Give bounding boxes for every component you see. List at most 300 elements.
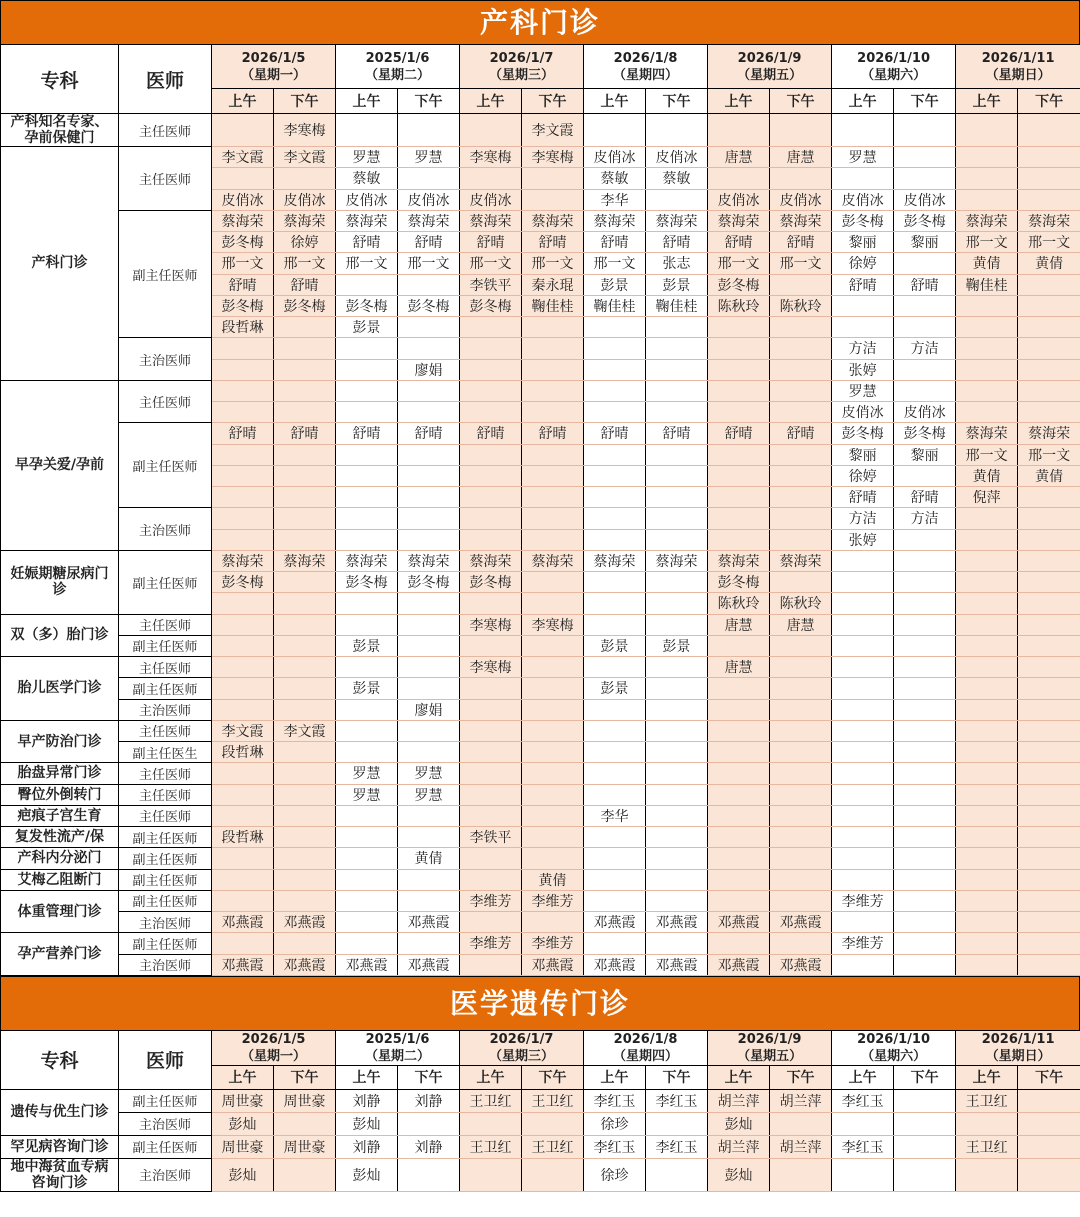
schedule-cell (956, 1158, 1018, 1191)
specialty-name: 产科门诊 (1, 147, 119, 381)
schedule-cell: 蔡海荣 (1018, 423, 1080, 444)
schedule-cell (894, 614, 956, 635)
schedule-cell (522, 380, 584, 401)
schedule-cell (460, 954, 522, 975)
schedule-cell: 彭冬梅 (832, 423, 894, 444)
schedule-cell (336, 614, 398, 635)
schedule-cell (646, 529, 708, 550)
day-date: 2026/1/11 (981, 1031, 1055, 1047)
schedule-cell (584, 827, 646, 848)
schedule-cell (646, 933, 708, 954)
schedule-cell (832, 317, 894, 338)
schedule-cell (956, 550, 1018, 571)
schedule-cell (522, 657, 584, 678)
schedule-cell (646, 338, 708, 359)
schedule-cell: 邢一文 (708, 253, 770, 274)
schedule-cell: 蔡海荣 (584, 550, 646, 571)
schedule-cell (274, 869, 336, 890)
schedule-cell: 张婷 (832, 529, 894, 550)
schedule-cell (894, 848, 956, 869)
pm-header: 下午 (522, 89, 584, 114)
schedule-cell (584, 465, 646, 486)
schedule-cell (274, 529, 336, 550)
schedule-cell (894, 635, 956, 656)
schedule-cell: 蔡敏 (584, 168, 646, 189)
schedule-cell (522, 784, 584, 805)
day-weekday: （星期二） (365, 1048, 431, 1064)
schedule-cell: 罗慧 (336, 763, 398, 784)
schedule-cell: 李寒梅 (460, 614, 522, 635)
schedule-cell (1018, 678, 1080, 699)
schedule-cell (1018, 763, 1080, 784)
schedule-cell: 王卫红 (522, 1089, 584, 1112)
schedule-cell: 皮俏冰 (894, 189, 956, 210)
schedule-cell (522, 720, 584, 741)
schedule-cell (956, 529, 1018, 550)
schedule-cell (708, 890, 770, 911)
schedule-cell (522, 359, 584, 380)
schedule-cell (956, 890, 1018, 911)
schedule-cell: 段哲琳 (212, 827, 274, 848)
schedule-cell (1018, 274, 1080, 295)
am-header: 上午 (584, 89, 646, 114)
schedule-cell (956, 1112, 1018, 1135)
schedule-cell (584, 572, 646, 593)
schedule-cell: 黎丽 (894, 444, 956, 465)
doctor-title: 主任医师 (119, 763, 212, 784)
schedule-cell (956, 742, 1018, 763)
schedule-cell (1018, 720, 1080, 741)
schedule-cell (274, 763, 336, 784)
schedule-cell (522, 827, 584, 848)
schedule-cell (398, 1158, 460, 1191)
schedule-cell (894, 742, 956, 763)
schedule-cell (956, 720, 1018, 741)
schedule-cell (336, 912, 398, 933)
schedule-cell: 鞠佳桂 (646, 295, 708, 316)
schedule-cell (894, 380, 956, 401)
schedule-cell (646, 380, 708, 401)
schedule-cell: 彭冬梅 (832, 210, 894, 231)
schedule-cell (956, 933, 1018, 954)
doctor-title: 主任医师 (119, 720, 212, 741)
schedule-cell (398, 869, 460, 890)
schedule-cell (584, 933, 646, 954)
schedule-cell (708, 380, 770, 401)
schedule-cell: 李维芳 (460, 933, 522, 954)
schedule-cell: 罗慧 (398, 784, 460, 805)
schedule-cell (274, 168, 336, 189)
doctor-title: 主治医师 (119, 1158, 212, 1191)
schedule-cell (770, 465, 832, 486)
schedule-cell: 邢一文 (398, 253, 460, 274)
schedule-cell: 刘静 (336, 1135, 398, 1158)
schedule-cell (522, 1158, 584, 1191)
day-weekday: （星期一） (241, 1048, 307, 1064)
schedule-cell: 彭灿 (336, 1158, 398, 1191)
schedule-cell (274, 380, 336, 401)
doctor-title: 主任医师 (119, 147, 212, 211)
schedule-cell (894, 465, 956, 486)
schedule-cell: 蔡海荣 (708, 210, 770, 231)
schedule-cell: 邓燕霞 (770, 912, 832, 933)
schedule-cell (832, 550, 894, 571)
schedule-cell: 邢一文 (1018, 232, 1080, 253)
specialty-name: 孕产营养门诊 (1, 933, 119, 976)
schedule-cell (398, 168, 460, 189)
header-specialty: 专科 (1, 45, 119, 114)
schedule-cell: 皮俏冰 (770, 189, 832, 210)
schedule-cell: 邓燕霞 (522, 954, 584, 975)
schedule-cell (460, 593, 522, 614)
schedule-cell: 李红玉 (832, 1089, 894, 1112)
schedule-cell: 段哲琳 (212, 742, 274, 763)
schedule-cell (584, 508, 646, 529)
schedule-cell: 彭灿 (212, 1112, 274, 1135)
schedule-cell: 李红玉 (584, 1135, 646, 1158)
schedule-cell (770, 274, 832, 295)
day-date: 2026/1/8 (613, 1031, 678, 1047)
pm-header: 下午 (398, 1065, 460, 1089)
schedule-cell (460, 529, 522, 550)
schedule-cell (894, 720, 956, 741)
day-date: 2025/1/6 (365, 1031, 430, 1047)
schedule-cell (522, 678, 584, 699)
schedule-cell: 徐婷 (832, 253, 894, 274)
specialty-name: 罕见病咨询门诊 (1, 1135, 119, 1158)
schedule-cell (460, 763, 522, 784)
schedule-cell (274, 933, 336, 954)
schedule-cell (212, 529, 274, 550)
schedule-cell: 罗慧 (336, 784, 398, 805)
schedule-cell (832, 699, 894, 720)
schedule-cell (584, 784, 646, 805)
schedule-cell: 方洁 (894, 338, 956, 359)
schedule-cell: 彭冬梅 (336, 572, 398, 593)
schedule-cell (832, 784, 894, 805)
schedule-cell: 罗慧 (832, 147, 894, 168)
schedule-cell (460, 635, 522, 656)
schedule-cell (522, 699, 584, 720)
schedule-cell: 邓燕霞 (336, 954, 398, 975)
schedule-cell: 胡兰萍 (708, 1135, 770, 1158)
schedule-cell (212, 678, 274, 699)
schedule-cell (460, 359, 522, 380)
schedule-cell (894, 550, 956, 571)
schedule-cell (1018, 295, 1080, 316)
schedule-cell: 蔡海荣 (584, 210, 646, 231)
schedule-cell (770, 890, 832, 911)
schedule-cell (646, 827, 708, 848)
day-header (832, 45, 956, 89)
schedule-cell: 蔡海荣 (336, 550, 398, 571)
schedule-cell: 周世豪 (274, 1089, 336, 1112)
schedule-cell (460, 1112, 522, 1135)
schedule-cell (212, 784, 274, 805)
schedule-cell (398, 465, 460, 486)
schedule-cell (212, 763, 274, 784)
schedule-cell: 陈秋玲 (770, 593, 832, 614)
specialty-name: 体重管理门诊 (1, 890, 119, 933)
schedule-cell (832, 168, 894, 189)
doctor-title: 副主任医师 (119, 848, 212, 869)
schedule-cell: 邓燕霞 (770, 954, 832, 975)
schedule-cell (212, 869, 274, 890)
schedule-cell (522, 529, 584, 550)
schedule-cell: 李文霞 (212, 720, 274, 741)
schedule-cell (522, 444, 584, 465)
schedule-cell (894, 657, 956, 678)
day-date: 2026/1/10 (857, 50, 930, 66)
schedule-cell (522, 465, 584, 486)
am-header: 上午 (832, 1065, 894, 1089)
doctor-title: 副主任医师 (119, 210, 212, 338)
schedule-cell (274, 827, 336, 848)
schedule-cell: 黄倩 (1018, 253, 1080, 274)
schedule-cell (212, 890, 274, 911)
pm-header: 下午 (398, 89, 460, 114)
schedule-cell (956, 295, 1018, 316)
schedule-cell: 刘静 (398, 1135, 460, 1158)
schedule-cell (770, 529, 832, 550)
schedule-cell: 邓燕霞 (212, 912, 274, 933)
schedule-cell: 皮俏冰 (584, 147, 646, 168)
specialty-name: 胎盘异常门诊 (1, 763, 119, 784)
schedule-cell (1018, 1158, 1080, 1191)
schedule-cell (708, 720, 770, 741)
schedule-cell: 邓燕霞 (398, 954, 460, 975)
schedule-cell (770, 784, 832, 805)
schedule-cell (646, 444, 708, 465)
day-weekday: （星期六） (861, 1048, 927, 1064)
schedule-cell: 彭冬梅 (212, 572, 274, 593)
schedule-cell (584, 380, 646, 401)
schedule-cell: 舒晴 (832, 487, 894, 508)
schedule-cell (274, 359, 336, 380)
schedule-cell: 舒晴 (212, 274, 274, 295)
schedule-cell (336, 827, 398, 848)
schedule-cell: 胡兰萍 (708, 1089, 770, 1112)
schedule-cell (832, 657, 894, 678)
schedule-cell (584, 487, 646, 508)
schedule-cell: 段哲琳 (212, 317, 274, 338)
schedule-cell (398, 742, 460, 763)
schedule-cell: 蔡海荣 (460, 550, 522, 571)
schedule-cell (212, 657, 274, 678)
schedule-cell (770, 444, 832, 465)
schedule-cell (894, 954, 956, 975)
schedule-cell (274, 699, 336, 720)
schedule-cell: 彭冬梅 (398, 295, 460, 316)
schedule-cell: 方洁 (894, 508, 956, 529)
schedule-cell (274, 572, 336, 593)
schedule-cell: 李文霞 (274, 147, 336, 168)
schedule-cell (1018, 147, 1080, 168)
schedule-cell: 黄倩 (956, 465, 1018, 486)
day-header (708, 45, 832, 89)
schedule-cell: 舒晴 (584, 423, 646, 444)
schedule-cell: 彭冬梅 (894, 423, 956, 444)
schedule-cell: 舒晴 (336, 232, 398, 253)
doctor-title: 副主任医师 (119, 635, 212, 656)
schedule-cell (956, 147, 1018, 168)
schedule-cell (274, 487, 336, 508)
schedule-cell (274, 805, 336, 826)
day-date: 2026/1/10 (857, 1031, 930, 1047)
doctor-title: 副主任医师 (119, 933, 212, 954)
schedule-cell: 邓燕霞 (584, 954, 646, 975)
schedule-cell (1018, 359, 1080, 380)
schedule-cell (398, 338, 460, 359)
schedule-cell: 蔡海荣 (646, 210, 708, 231)
pm-header: 下午 (770, 89, 832, 114)
schedule-cell (770, 1112, 832, 1135)
schedule-cell: 邓燕霞 (274, 954, 336, 975)
day-header (584, 1030, 708, 1065)
schedule-cell: 彭冬梅 (894, 210, 956, 231)
doctor-title: 副主任医师 (119, 423, 212, 508)
am-header: 上午 (212, 89, 274, 114)
schedule-cell: 徐珍 (584, 1112, 646, 1135)
schedule-cell: 徐珍 (584, 1158, 646, 1191)
day-date: 2026/1/7 (489, 50, 554, 66)
schedule-cell: 徐婷 (832, 465, 894, 486)
schedule-cell (832, 848, 894, 869)
schedule-cell (460, 699, 522, 720)
schedule-cell: 罗慧 (398, 147, 460, 168)
schedule-cell (646, 465, 708, 486)
schedule-cell (398, 508, 460, 529)
specialty-name: 双（多）胎门诊 (1, 614, 119, 657)
schedule-cell: 李维芳 (522, 933, 584, 954)
pm-header: 下午 (522, 1065, 584, 1089)
schedule-cell: 蔡海荣 (212, 550, 274, 571)
schedule-cell: 黎丽 (894, 232, 956, 253)
schedule-cell: 李红玉 (646, 1089, 708, 1112)
schedule-cell: 廖娟 (398, 359, 460, 380)
schedule-cell: 彭景 (584, 635, 646, 656)
schedule-cell (1018, 1112, 1080, 1135)
schedule-cell: 蔡海荣 (1018, 210, 1080, 231)
doctor-title: 副主任医师 (119, 1089, 212, 1112)
schedule-cell (770, 720, 832, 741)
schedule-cell: 陈秋玲 (770, 295, 832, 316)
schedule-cell (1018, 784, 1080, 805)
schedule-cell (336, 487, 398, 508)
pm-header: 下午 (274, 1065, 336, 1089)
schedule-cell (398, 827, 460, 848)
day-header (708, 1030, 832, 1065)
schedule-cell: 李维芳 (832, 933, 894, 954)
schedule-cell (956, 912, 1018, 933)
schedule-cell: 张志 (646, 253, 708, 274)
schedule-cell: 皮俏冰 (398, 189, 460, 210)
schedule-cell: 舒晴 (894, 487, 956, 508)
schedule-cell (770, 1158, 832, 1191)
schedule-cell: 李红玉 (584, 1089, 646, 1112)
schedule-cell (894, 805, 956, 826)
doctor-title: 主任医师 (119, 805, 212, 826)
schedule-cell (708, 763, 770, 784)
schedule-cell: 彭冬梅 (708, 572, 770, 593)
schedule-cell (646, 657, 708, 678)
schedule-cell (770, 742, 832, 763)
am-header: 上午 (832, 89, 894, 114)
schedule-cell (522, 805, 584, 826)
day-header (956, 45, 1080, 89)
schedule-cell (646, 678, 708, 699)
doctor-title: 主任医师 (119, 657, 212, 678)
schedule-cell (212, 444, 274, 465)
schedule-cell (894, 933, 956, 954)
day-header (584, 45, 708, 89)
schedule-cell: 舒晴 (770, 423, 832, 444)
schedule-cell: 彭灿 (336, 1112, 398, 1135)
schedule-cell (212, 508, 274, 529)
schedule-cell (274, 742, 336, 763)
schedule-cell (584, 869, 646, 890)
schedule-cell: 舒晴 (584, 232, 646, 253)
section-title: 医学遗传门诊 (0, 976, 1080, 1030)
schedule-cell (646, 890, 708, 911)
schedule-cell (274, 678, 336, 699)
schedule-cell: 李寒梅 (460, 657, 522, 678)
schedule-cell (274, 890, 336, 911)
schedule-cell (1018, 827, 1080, 848)
schedule-cell (1018, 912, 1080, 933)
schedule-cell: 蔡海荣 (212, 210, 274, 231)
schedule-cell (894, 1135, 956, 1158)
schedule-cell (646, 402, 708, 423)
schedule-cell (956, 678, 1018, 699)
schedule-cell: 彭景 (584, 274, 646, 295)
schedule-cell: 邢一文 (956, 232, 1018, 253)
schedule-cell (584, 720, 646, 741)
am-header: 上午 (336, 89, 398, 114)
schedule-cell: 黎丽 (832, 444, 894, 465)
schedule-cell (1018, 657, 1080, 678)
am-header: 上午 (460, 1065, 522, 1089)
schedule-cell (770, 827, 832, 848)
day-date: 2026/1/8 (613, 50, 678, 66)
schedule-cell (646, 848, 708, 869)
schedule-cell: 罗慧 (398, 763, 460, 784)
schedule-cell: 蔡海荣 (770, 550, 832, 571)
schedule-cell (956, 827, 1018, 848)
schedule-cell (646, 614, 708, 635)
day-date: 2026/1/5 (241, 50, 306, 66)
schedule-cell (398, 933, 460, 954)
schedule-cell (894, 317, 956, 338)
schedule-cell: 彭冬梅 (212, 232, 274, 253)
schedule-cell (832, 742, 894, 763)
schedule-cell (832, 1112, 894, 1135)
schedule-cell: 彭景 (646, 635, 708, 656)
schedule-cell (460, 508, 522, 529)
schedule-cell (460, 338, 522, 359)
specialty-name: 疤痕子宫生育 (1, 805, 119, 826)
schedule-cell (274, 1158, 336, 1191)
schedule-cell: 黄倩 (956, 253, 1018, 274)
schedule-cell (708, 848, 770, 869)
schedule-cell (832, 869, 894, 890)
schedule-cell (460, 784, 522, 805)
schedule-cell (460, 487, 522, 508)
schedule-cell: 彭景 (584, 678, 646, 699)
schedule-cell: 徐婷 (274, 232, 336, 253)
specialty-name: 胎儿医学门诊 (1, 657, 119, 721)
schedule-cell (336, 465, 398, 486)
